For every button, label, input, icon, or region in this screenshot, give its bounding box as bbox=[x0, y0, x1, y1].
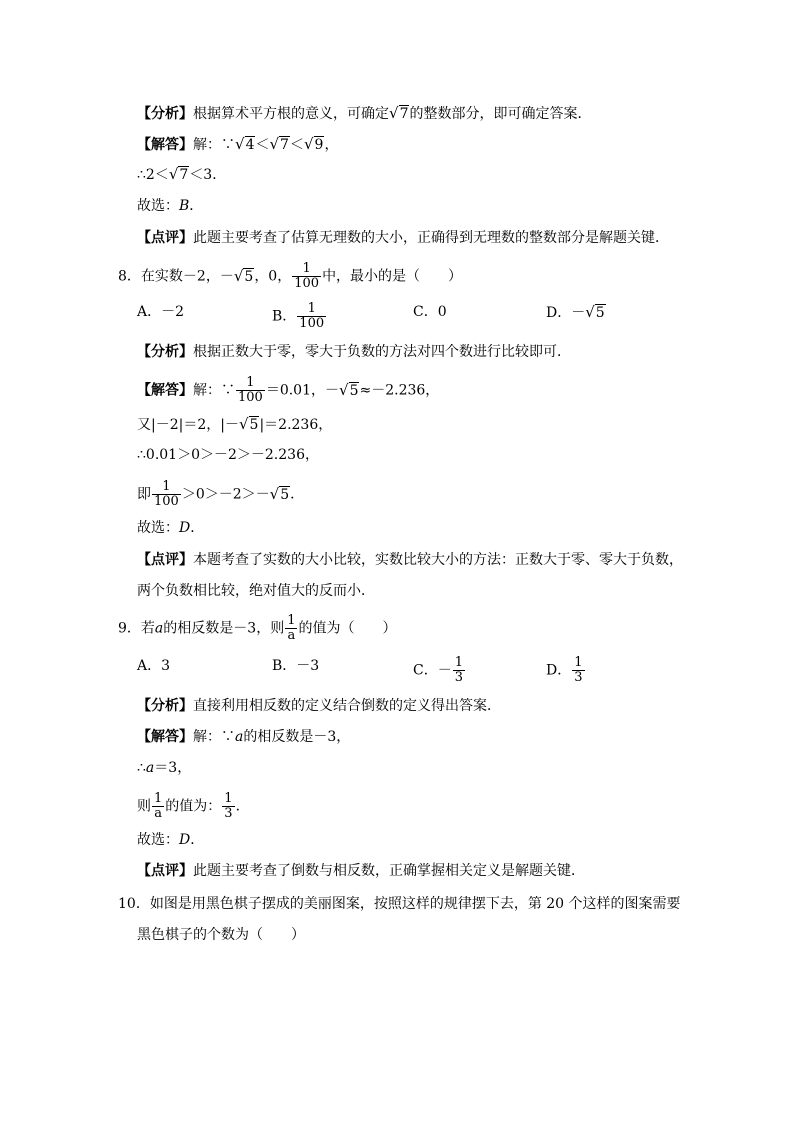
sqrt-symbol: √5 bbox=[339, 380, 359, 399]
sqrt-symbol: √5 bbox=[233, 266, 254, 285]
q8-option-d: D．－√5 bbox=[546, 303, 605, 321]
fraction: $\frac{1}{3}$ bbox=[574, 655, 583, 685]
solution-tag: 【解答】 bbox=[137, 729, 193, 745]
q9-solution-line2: ∴a＝3， bbox=[137, 760, 192, 776]
sqrt-symbol: √7 bbox=[168, 165, 189, 183]
fraction: $\frac{1}{100}$ bbox=[299, 301, 325, 331]
q8-solution-line4: 即 $\frac{1}{100}$ ＞0＞－2＞－√5． bbox=[137, 479, 305, 509]
fraction: $\frac{1}{100}$ bbox=[294, 261, 320, 291]
sqrt-symbol: √5 bbox=[238, 415, 259, 433]
q7-analysis: 【分析】根据算术平方根的意义，可确定√7的整数部分，即可确定答案． bbox=[137, 104, 592, 122]
fraction: $\frac{1}{3}$ bbox=[454, 655, 463, 685]
q7-solution-line1: 【解答】解：∵√4＜√7＜√9， bbox=[137, 135, 339, 153]
q8-option-c: C．0 bbox=[413, 304, 447, 320]
sqrt-symbol: √7 bbox=[269, 135, 289, 153]
q9-comment: 【点评】此题主要考查了倒数与相反数，正确掌握相关定义是解题关键． bbox=[137, 863, 585, 879]
sqrt-symbol: √9 bbox=[303, 135, 324, 153]
q8-comment-line2: 两个负数相比较，绝对值大的反而小． bbox=[137, 583, 375, 599]
q8-solution-line3: ∴0.01＞0＞－2＞－2.236， bbox=[137, 447, 319, 463]
fraction: $\frac{1}{100}$ bbox=[154, 479, 179, 509]
q8-solution-line2: 又|－2|＝2，|－√5|＝2.236， bbox=[137, 415, 333, 433]
q7-choice: 故选：B． bbox=[137, 198, 204, 214]
fraction: $\frac{1}{100}$ bbox=[238, 375, 263, 405]
analysis-tag: 【分析】 bbox=[137, 698, 193, 714]
comment-tag: 【点评】 bbox=[137, 863, 193, 879]
fraction: $\frac{1}{3}$ bbox=[224, 791, 233, 821]
sqrt-symbol: √4 bbox=[235, 135, 255, 153]
fraction: $\frac{1}{a}$ bbox=[287, 613, 296, 643]
q10-stem-line1: 10．如图是用黑色棋子摆成的美丽图案，按照这样的规律摆下去，第 20 个这样的图案需要 bbox=[118, 896, 681, 912]
analysis-tag: 【分析】 bbox=[137, 344, 193, 360]
q8-analysis: 【分析】根据正数大于零，零大于负数的方法对四个数进行比较即可． bbox=[137, 344, 571, 360]
q9-option-b: B．－3 bbox=[272, 658, 320, 674]
solution-tag: 【解答】 bbox=[137, 382, 193, 399]
fraction: $\frac{1}{a}$ bbox=[154, 791, 163, 821]
q9-solution-line3: 则 $\frac{1}{a}$ 的值为： $\frac{1}{3}$ ． bbox=[137, 791, 250, 821]
comment-tag: 【点评】 bbox=[137, 230, 193, 246]
q8-choice: 故选：D． bbox=[137, 520, 205, 536]
q9-analysis: 【分析】直接利用相反数的定义结合倒数的定义得出答案． bbox=[137, 698, 501, 714]
q9-option-d: D． $\frac{1}{3}$ bbox=[546, 655, 583, 685]
q8-comment-line1: 【点评】本题考查了实数的大小比较，实数比较大小的方法：正数大于零、零大于负数， bbox=[137, 552, 683, 568]
q9-stem: 9．若a的相反数是－3，则 $\frac{1}{a}$ 的值为（ ） bbox=[118, 613, 397, 643]
sqrt-symbol: √5 bbox=[269, 484, 290, 503]
q9-choice: 故选：D． bbox=[137, 832, 205, 848]
q8-stem: 8．在实数－2，－√5，0， $\frac{1}{100}$ 中，最小的是（ ） bbox=[118, 261, 463, 291]
q9-solution-line1: 【解答】解：∵a的相反数是－3， bbox=[137, 729, 351, 745]
q9-option-c: C．－ $\frac{1}{3}$ bbox=[413, 655, 463, 685]
q8-option-b: B． $\frac{1}{100}$ bbox=[272, 301, 325, 331]
q10-stem-line2: 黑色棋子的个数为（ ） bbox=[137, 927, 305, 943]
q9-option-a: A．3 bbox=[137, 658, 171, 674]
sqrt-symbol: √5 bbox=[585, 303, 605, 321]
sqrt-symbol: √7 bbox=[389, 104, 409, 122]
solution-tag: 【解答】 bbox=[137, 137, 193, 153]
comment-tag: 【点评】 bbox=[137, 552, 193, 568]
q8-solution-line1: 【解答】解：∵ $\frac{1}{100}$ ＝0.01，－√5≈－2.236， bbox=[137, 375, 440, 405]
q7-solution-line2: ∴2＜√7＜3． bbox=[137, 165, 227, 183]
analysis-tag: 【分析】 bbox=[137, 106, 193, 122]
q8-option-a: A．－2 bbox=[137, 304, 185, 320]
q7-comment: 【点评】此题主要考查了估算无理数的大小，正确得到无理数的整数部分是解题关键． bbox=[137, 230, 669, 246]
